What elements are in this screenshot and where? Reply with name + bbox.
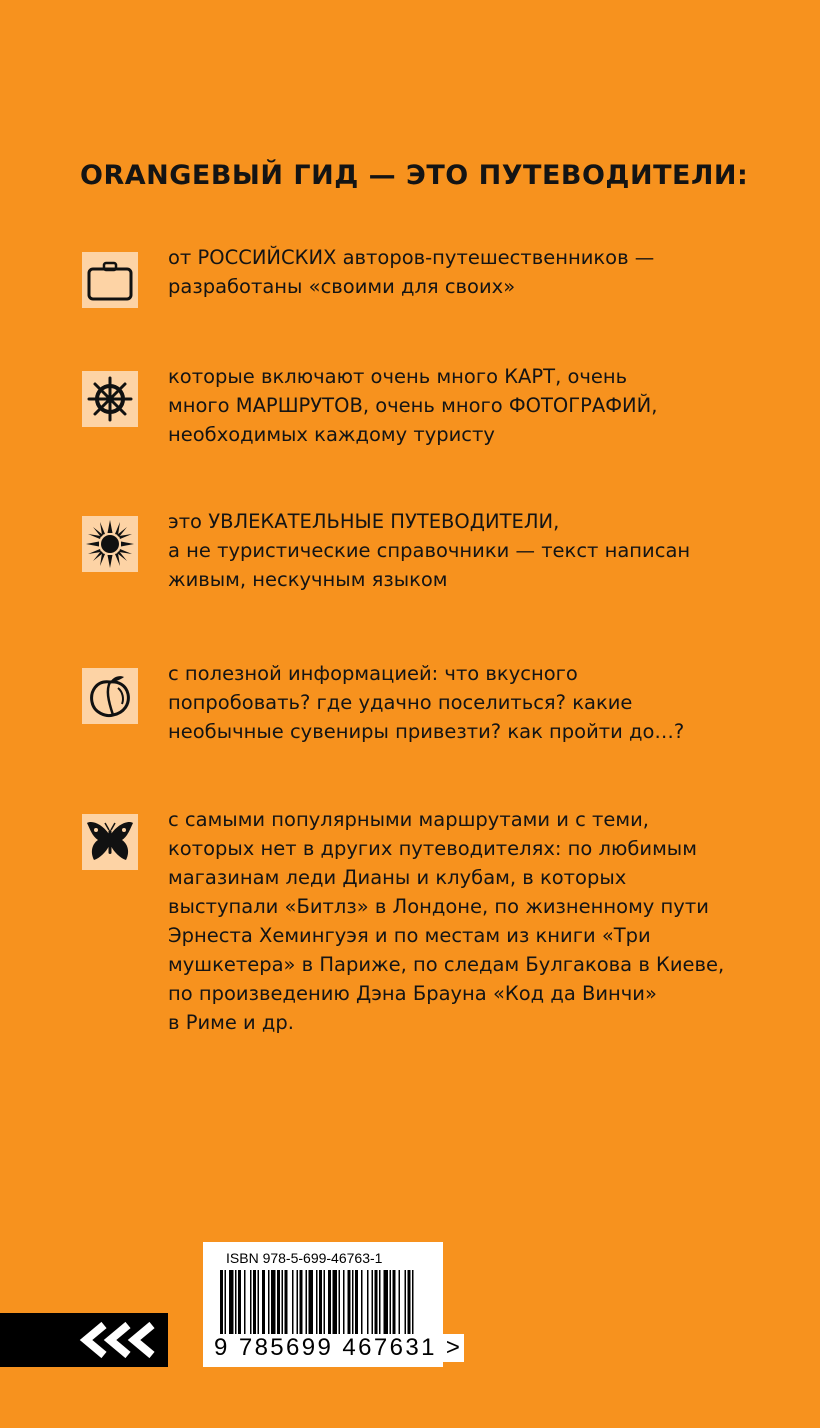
butterfly-icon [82, 814, 138, 870]
brand-logo [0, 1313, 168, 1367]
item-text: которые включают очень много КАРТ, очень много МАРШРУТОВ, очень много ФОТОГРАФИЙ, необходимых каждому туристу [168, 365, 658, 446]
suitcase-icon [82, 252, 138, 308]
item-text: с самыми популярными маршрутами и с теми, которых нет в других путеводителях: по любимым магазинам леди Дианы и клубам, в которых выступали «Битлз» в Лондоне, по жизненному пути Эрнеста Хемингуэя и по местам из книги «Три мушкетера» в Париже, по следам Булгакова в Киеве, по произведению Дэна Брауна «Код да Винчи» в Риме и др. [168, 808, 725, 1034]
item-text: от РОССИЙСКИХ авторов-путешественников — разработаны «своими для своих» [168, 246, 655, 298]
triple-chevron-logo-icon [0, 1313, 168, 1367]
item-text: с полезной информацией: что вкусного попробовать? где удачно поселиться? какие необычные сувениры привезти? как пройти до…? [168, 662, 685, 743]
sun-icon [82, 516, 138, 572]
isbn-label: ISBN 978-5-699-46763-1 [226, 1250, 383, 1266]
page-title: ORANGEВЫЙ ГИД — ЭТО ПУТЕВОДИТЕЛИ: [80, 160, 749, 191]
peach-icon [82, 668, 138, 724]
barcode-icon [218, 1270, 418, 1344]
isbn-digits: 9 785699 467631 > [214, 1334, 463, 1361]
ship-wheel-icon [82, 371, 138, 427]
item-text: это УВЛЕКАТЕЛЬНЫЕ ПУТЕВОДИТЕЛИ, а не туристические справочники — текст написан живым, нескучным языком [168, 510, 691, 591]
